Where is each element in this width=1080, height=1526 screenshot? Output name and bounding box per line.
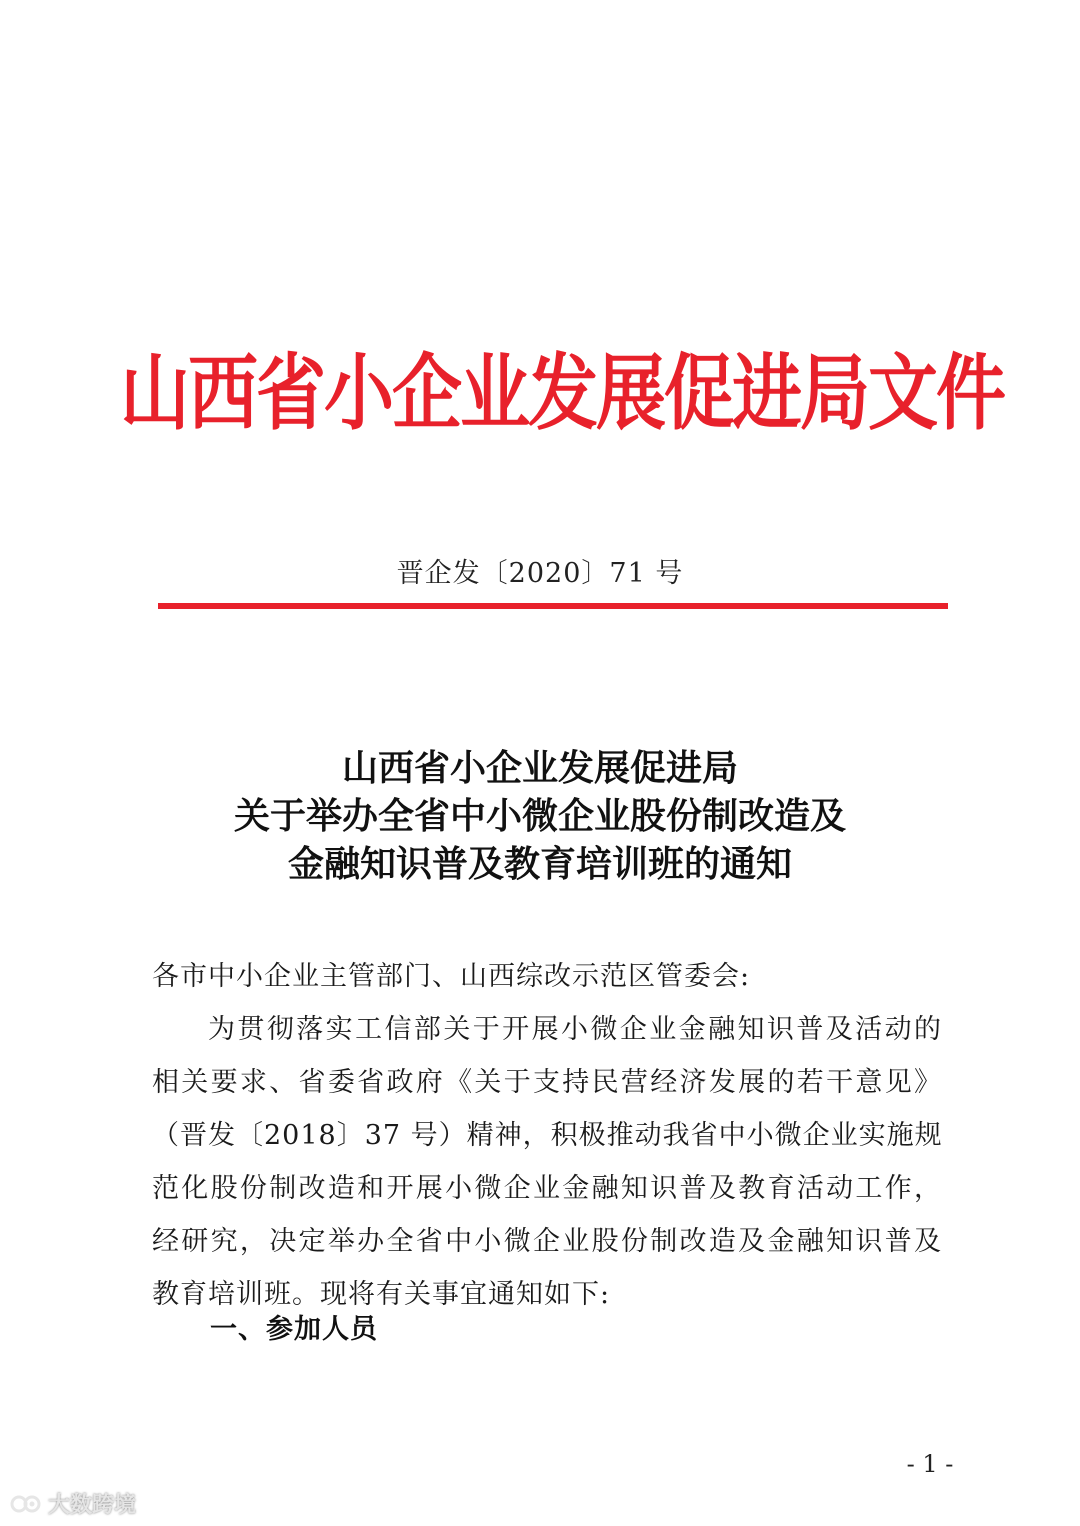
document-number: 晋企发〔2020〕71 号 xyxy=(396,558,684,589)
watermark-text: 大数跨境 xyxy=(48,1493,137,1518)
notice-title-line-1: 山西省小企业发展促进局 xyxy=(341,748,738,789)
section-heading-1: 一、参加人员 xyxy=(210,1314,378,1345)
watermark-logo-icon xyxy=(10,1491,44,1517)
watermark xyxy=(10,1488,136,1519)
notice-title xyxy=(0,745,1080,889)
body-text xyxy=(152,950,942,1321)
notice-title-line-2: 关于举办全省中小微企业股份制改造及 xyxy=(233,796,846,837)
paragraph-line: 为贯彻落实工信部关于开展小微企业金融知识普及活动的 xyxy=(208,1014,942,1045)
paragraph-line: 教育培训班。现将有关事宜通知如下: xyxy=(152,1279,611,1310)
salutation: 各市中小企业主管部门、山西综改示范区管委会: xyxy=(152,961,751,992)
notice-title-line-3: 金融知识普及教育培训班的通知 xyxy=(287,844,792,885)
paragraph-line: 经研究，决定举办全省中小微企业股份制改造及金融知识普及 xyxy=(152,1226,942,1257)
paragraph-line: 范化股份制改造和开展小微企业金融知识普及教育活动工作， xyxy=(152,1173,942,1204)
page-number: - 1 - xyxy=(906,1450,954,1478)
red-header-title: 山西省小企业发展促进局文件 xyxy=(120,344,1004,442)
red-divider-line xyxy=(158,603,948,609)
paragraph-line: （晋发〔2018〕37 号）精神，积极推动我省中小微企业实施规 xyxy=(152,1120,943,1151)
paragraph-line: 相关要求、省委省政府《关于支持民营经济发展的若干意见》 xyxy=(152,1067,942,1098)
